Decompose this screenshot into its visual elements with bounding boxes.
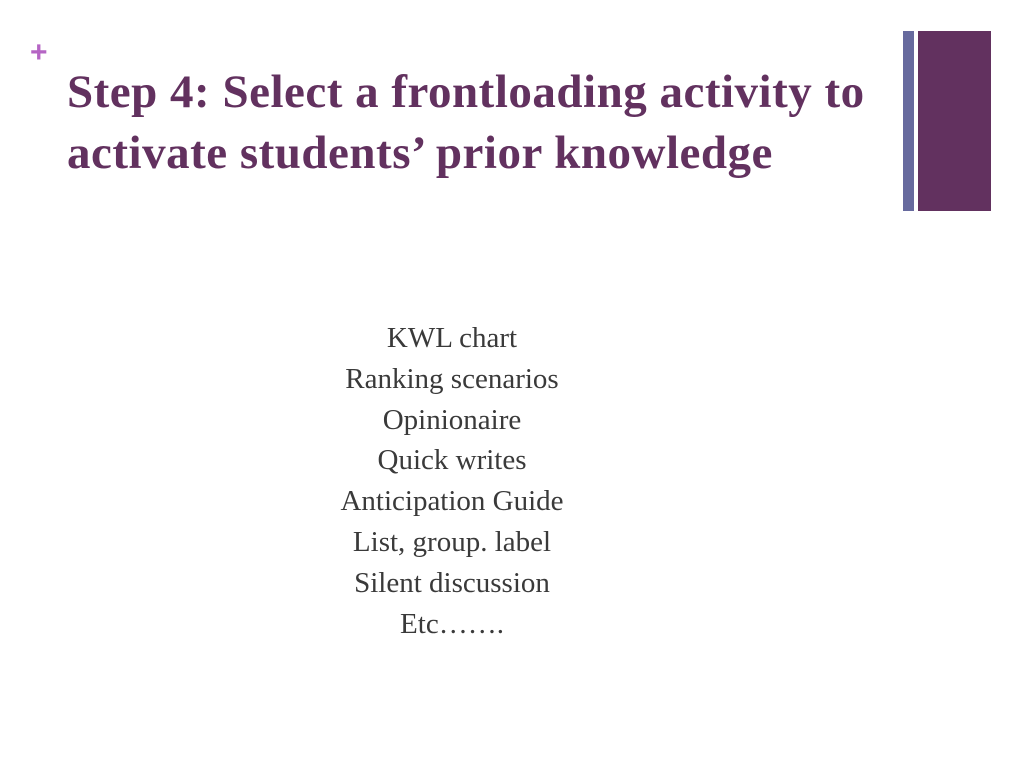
activity-item-silent-discussion: Silent discussion xyxy=(354,566,550,599)
activity-item-etc: Etc……. xyxy=(400,607,504,640)
activity-item-quick-writes: Quick writes xyxy=(377,444,527,477)
activity-item-ranking-scenarios: Ranking scenarios xyxy=(345,362,559,395)
slide-title: Step 4: Select a frontloading activity to activate students’ prior knowledge xyxy=(67,66,865,179)
decorative-bar-thick xyxy=(918,31,991,211)
activity-item-list-group-label: List, group. label xyxy=(352,525,552,558)
activity-item-kwl-chart: KWL chart xyxy=(386,322,518,354)
activity-list xyxy=(202,318,702,644)
activity-item-opinionaire: Opinionaire xyxy=(382,403,522,436)
decorative-bar-thin xyxy=(903,31,914,211)
activity-item-anticipation-guide: Anticipation Guide xyxy=(340,485,564,518)
plus-icon: + xyxy=(30,36,48,69)
